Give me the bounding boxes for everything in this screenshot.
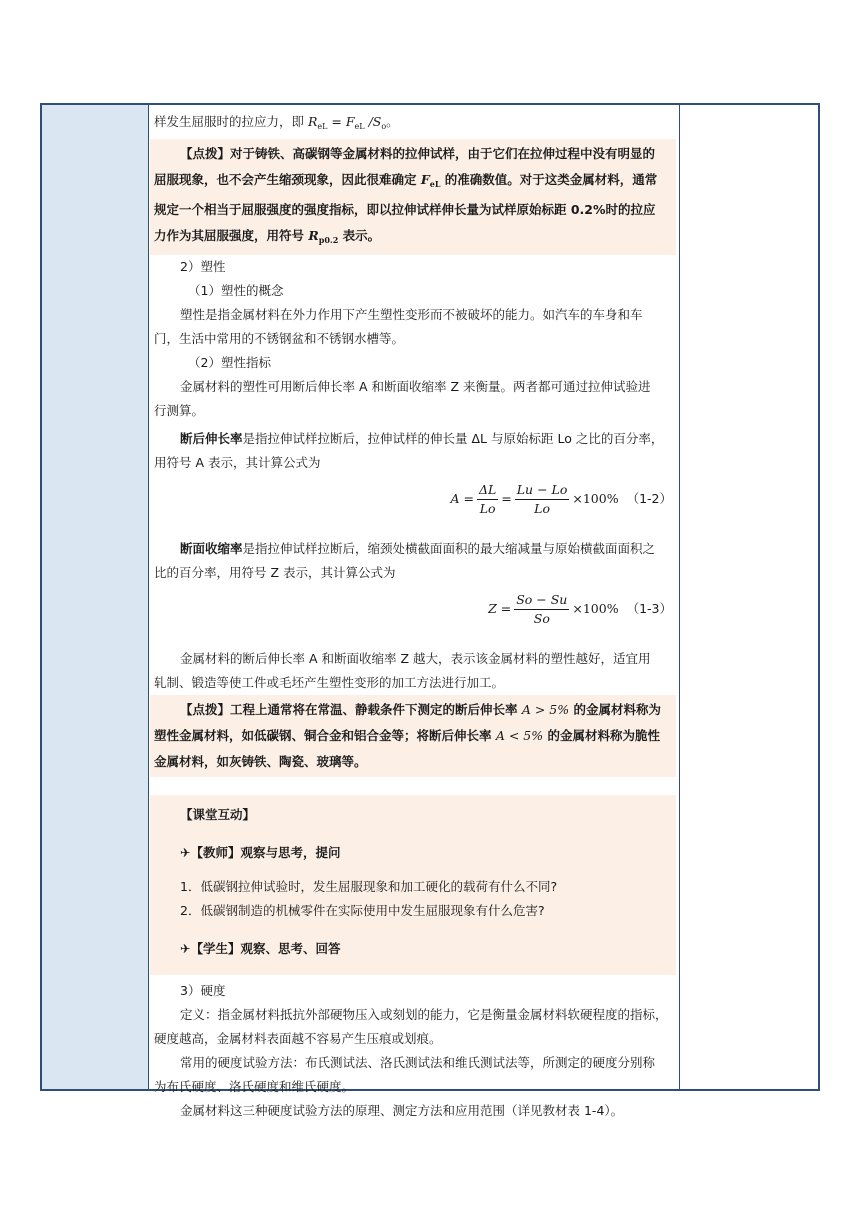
hardness-reference: 金属材料这三种硬度试验方法的原理、测定方法和应用范围（详见教材表 1-4）。 — [180, 1103, 624, 1118]
reduction-definition: 断面收缩率是指拉伸试样拉断后，缩颈处横截面面积的最大缩减量与原始横截面面积之 — [180, 541, 656, 556]
student-prompt: ✈【学生】观察、思考、回答 — [180, 941, 341, 956]
tip-box-yield: 【点拨】对于铸铁、高碳钢等金属材料的拉伸试样，由于它们在拉伸过程中没有明显的 屈服现象，也不会产生缩颈现象，因此很难确定 $F_{eL}$ 的准确数值。对于这类金属材料，通常 规定一个相当于屈服强度的强度指标，即以拉伸试样伸长量为试样原始标距 0.2%时的拉应 力作为其屈服强度，用符号 $R_{p0.2}$ 表示。 — [150, 139, 676, 255]
classroom-interaction-box — [150, 795, 676, 975]
right-column — [679, 105, 818, 1089]
plasticity-definition: 塑性是指金属材料在外力作用下产生塑性变形而不被破坏的能力。如汽车的车身和车 — [180, 307, 643, 322]
formula-1-2: A = $\frac{\Delta L}{Lo}$ = $\frac{Lu - Lo}{Lo}$ ×100% （1-2） — [450, 481, 672, 516]
left-column — [42, 105, 149, 1089]
yield-definition-line: 样发生屈服时的拉应力，即 $R_{eL} = F_{eL}$ $/S_o$。 — [154, 114, 399, 131]
hardness-methods: 常用的硬度试验方法：布氏测试法、洛氏测试法和维氏测试法等，所测定的硬度分别称 — [180, 1055, 656, 1070]
teacher-prompt: ✈【教师】观察与思考，提问 — [180, 845, 341, 860]
heading-hardness: 3）硬度 — [180, 983, 226, 998]
plasticity-index-text: 金属材料的塑性可用断后伸长率 A 和断面收缩率 Z 来衡量。两者都可通过拉伸试验进 — [180, 379, 651, 394]
elongation-definition: 断后伸长率是指拉伸试样拉断后，拉伸试样的伸长量 ΔL 与原始标距 Lo 之比的百分率， — [180, 431, 664, 446]
heading-plasticity-concept: （1）塑性的概念 — [188, 283, 284, 298]
interaction-title: 【课堂互动】 — [180, 807, 256, 822]
heading-plasticity-index: （2）塑性指标 — [188, 355, 271, 370]
plasticity-summary: 金属材料的断后伸长率 A 和断面收缩率 Z 越大，表示该金属材料的塑性越好，适宜用 — [180, 651, 651, 666]
question-1: 1．低碳钢拉伸试验时，发生屈服现象和加工硬化的载荷有什么不同? — [180, 879, 558, 894]
hardness-definition: 定义：指金属材料抵抗外部硬物压入或刻划的能力，它是衡量金属材料软硬程度的指标， — [180, 1007, 668, 1022]
question-2: 2．低碳钢制造的机械零件在实际使用中发生屈服现象有什么危害? — [180, 903, 545, 918]
yield-formula: $R_{eL} = F_{eL}$ $/S_o$ — [307, 114, 387, 131]
tip-box-plasticity: 【点拨】工程上通常将在常温、静载条件下测定的断后伸长率 A > 5% 的金属材料称为 塑性金属材料，如低碳钢、铜合金和铝合金等；将断后伸长率 A < 5% 的金属材料称为脆性 金属材料，如灰铸铁、陶瓷、玻璃等。 — [150, 695, 676, 777]
main-content: 样发生屈服时的拉应力，即 $R_{eL} = F_{eL}$ $/S_o$。 【点拨】对于铸铁、高碳钢等金属材料的拉伸试样，由于它们在拉伸过程中没有明显的 屈服现象，也不会产生缩颈现象，因此很难确定 $F_{eL}$ 的准确数值。对于这类金属材料，通常 规定一个相当于屈服强度的强度指标，即以拉伸试样伸长量为试样原始标距 0.2%时的拉应 力作为其屈服强度，用符号 $R_{p0.2}$ 表示。 2）塑性 （1）塑性的概念 塑性是指金属材料在外力作用下产生塑性变形而不被破坏的能力。如汽车的车身和车 门，生活中常用的不锈钢盆和不锈钢水槽等。 （2）塑性指标 金属材料的塑性可用断后伸长率 A 和断面收缩率 Z 来衡量。两者都可通过拉伸试验进 行测算。 断后伸长率是指拉伸试样拉断后，拉伸试样的伸长量 ΔL 与原始标距 Lo 之比的百分率， 用符号 A 表示，其计算公式为 A = $\frac{\Delta L}{Lo}$ = $\frac{Lu - Lo}{Lo}$ ×100% （1-2） 断面收缩率是指拉伸试样拉断后，缩颈处横截面面积的最大缩减量与原始横截面面积之 比的百分率，用符号 Z 表示，其计算公式为 Z = $\frac{So - Su}{So}$ ×100% （1-3） 金属材料的断后伸长率 A 和断面收缩率 Z 越大，表示该金属材料的塑性越好，适宜用 轧制、锻造等使工件或毛坯产生塑性变形的加工方法进行加工。 【点拨】工程上通常将在常温、静载条件下测定的断后伸长率 A > 5% 的金属材料称为 塑性金属材料，如低碳钢、铜合金和铝合金等；将断后伸长率 A < 5% 的金属材料称为脆性 金属材料，如灰铸铁、陶瓷、玻璃等。 【课堂互动】 ✈【教师】观察与思考，提问 1．低碳钢拉伸试验时，发生屈服现象和加工硬化的载荷有什么不同? 2．低碳钢制造的机械零件在实际使用中发生屈服现象有什么危害? ✈【学生】观察、思考、回答 3）硬度 定义：指金属材料抵抗外部硬物压入或刻划的能力，它是衡量金属材料软硬程度的指标， 硬度越高，金属材料表面越不容易产生压痕或划痕。 常用的硬度试验方法：布氏测试法、洛氏测试法和维氏测试法等，所测定的硬度分别称 为布氏硬度、洛氏硬度和维氏硬度。 金属材料这三种硬度试验方法的原理、测定方法和应用范围（详见教材表 1-4）。 — [154, 106, 676, 1123]
heading-plasticity: 2）塑性 — [180, 259, 226, 274]
formula-1-3: Z = $\frac{So - Su}{So}$ ×100% （1-3） — [488, 591, 672, 626]
